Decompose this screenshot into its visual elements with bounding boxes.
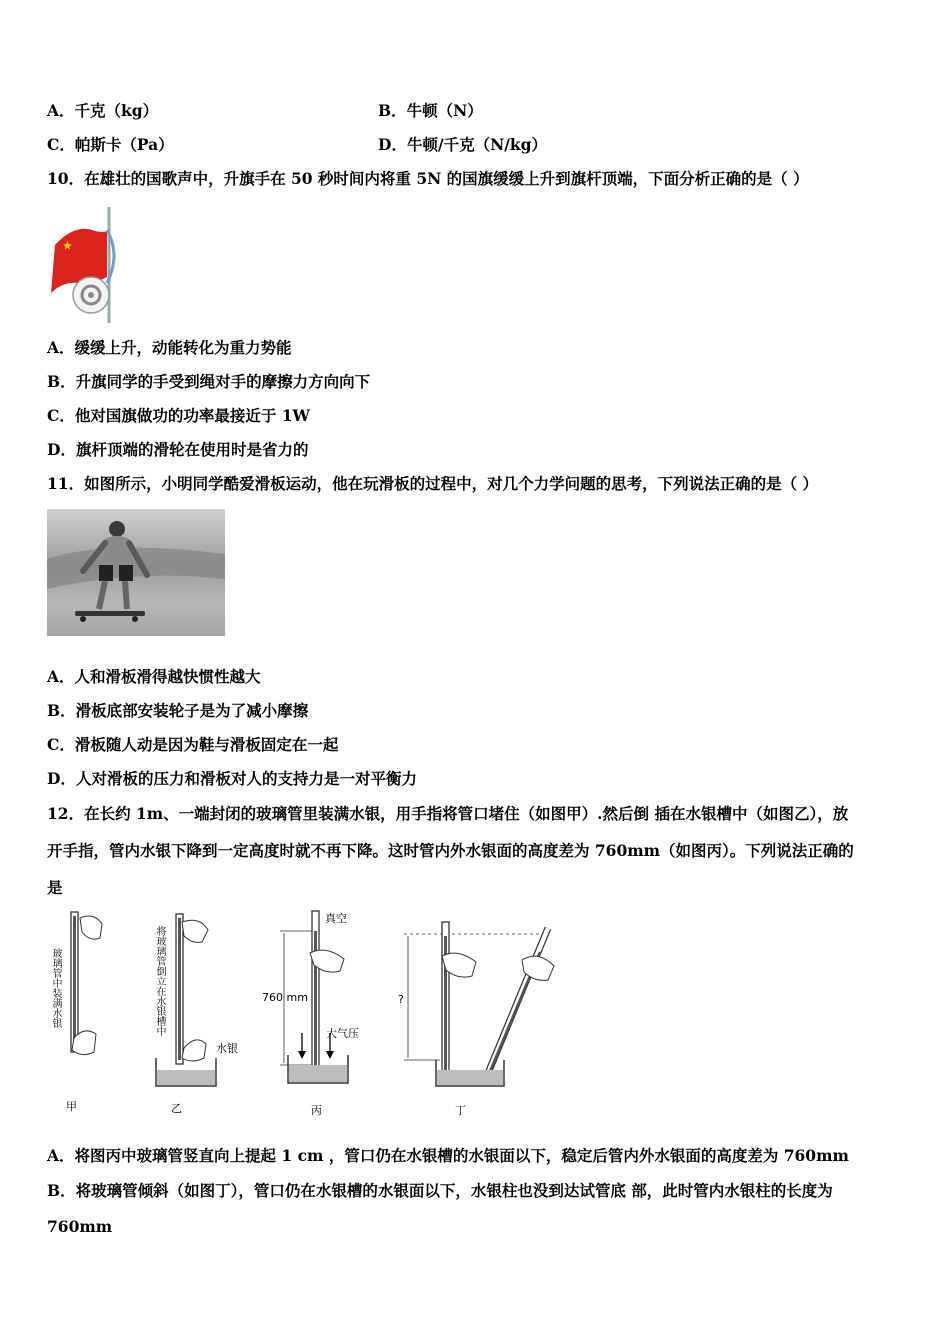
q12-option-b-line1: B．将玻璃管倾斜（如图丁），管口仍在水银槽的水银面以下，水银柱也没到达试管底 部，此时管内水银柱的长度为 [47, 1181, 833, 1200]
q9-option-a: A．千克（kg） [47, 101, 159, 120]
q11-option-a: A．人和滑板滑得越快惯性越大 [47, 667, 261, 686]
yi-label: 将玻璃管倒立在水银槽中 [154, 926, 165, 1036]
svg-text:★: ★ [63, 241, 72, 252]
caption-bing: 丙 [311, 1104, 322, 1117]
question-mark: ? [398, 993, 404, 1006]
q12-stem-line3: 是 [47, 878, 63, 897]
q12-option-a: A．将图丙中玻璃管竖直向上提起 1 cm ，管口仍在水银槽的水银面以下，稳定后管内外水银面的高度差为 760mm [47, 1146, 849, 1165]
q10-option-b: B．升旗同学的手受到绳对手的摩擦力方向向下 [47, 372, 371, 391]
caption-ding: 丁 [455, 1104, 466, 1117]
q10-stem: 10．在雄壮的国歌声中，升旗手在 50 秒时间内将重 5N 的国旗缓缓上升到旗杆顶端，下面分析正确的是（ ） [47, 169, 809, 188]
flag-figure [45, 205, 125, 325]
height-label: 760 mm [262, 991, 308, 1004]
q9-option-b: B．牛顿（N） [378, 101, 483, 120]
q10-option-d: D．旗杆顶端的滑轮在使用时是省力的 [47, 440, 309, 459]
skateboard-photo [47, 509, 225, 636]
jia-label: 玻璃管中装满水银 [50, 948, 61, 1028]
q9-option-c: C．帕斯卡（Pa） [47, 135, 174, 154]
q9-option-d: D．牛顿/千克（N/kg） [378, 135, 548, 154]
q12-stem-line2: 开手指，管内水银下降到一定高度时就不再下降。这时管内外水银面的高度差为 760mm（如图丙）。下列说法正确的 [47, 841, 854, 860]
vacuum-label: 真空 [325, 912, 347, 925]
atm-label: 大气压 [326, 1027, 359, 1040]
skateboard [75, 611, 145, 616]
figure-ding [398, 920, 568, 1090]
q12-stem-line1: 12．在长约 1m、一端封闭的玻璃管里装满水银，用手指将管口堵住（如图甲）.然后倒 插在水银槽中（如图乙），放 [47, 804, 849, 823]
caption-yi: 乙 [171, 1102, 182, 1115]
q11-stem: 11．如图所示，小明同学酷爱滑板运动，他在玩滑板的过程中，对几个力学问题的思考，下列说法正确的是（ ） [47, 474, 818, 493]
q12-option-b-line2: 760mm [47, 1217, 113, 1236]
mercury-label: 水银 [216, 1042, 238, 1055]
q11-option-d: D．人对滑板的压力和滑板对人的支持力是一对平衡力 [47, 769, 417, 788]
q11-option-c: C．滑板随人动是因为鞋与滑板固定在一起 [47, 735, 339, 754]
q10-option-a: A．缓缓上升，动能转化为重力势能 [47, 338, 292, 357]
caption-jia: 甲 [66, 1100, 77, 1113]
q10-option-c: C．他对国旗做功的功率最接近于 1W [47, 406, 310, 425]
q11-option-b: B．滑板底部安装轮子是为了减小摩擦 [47, 701, 309, 720]
